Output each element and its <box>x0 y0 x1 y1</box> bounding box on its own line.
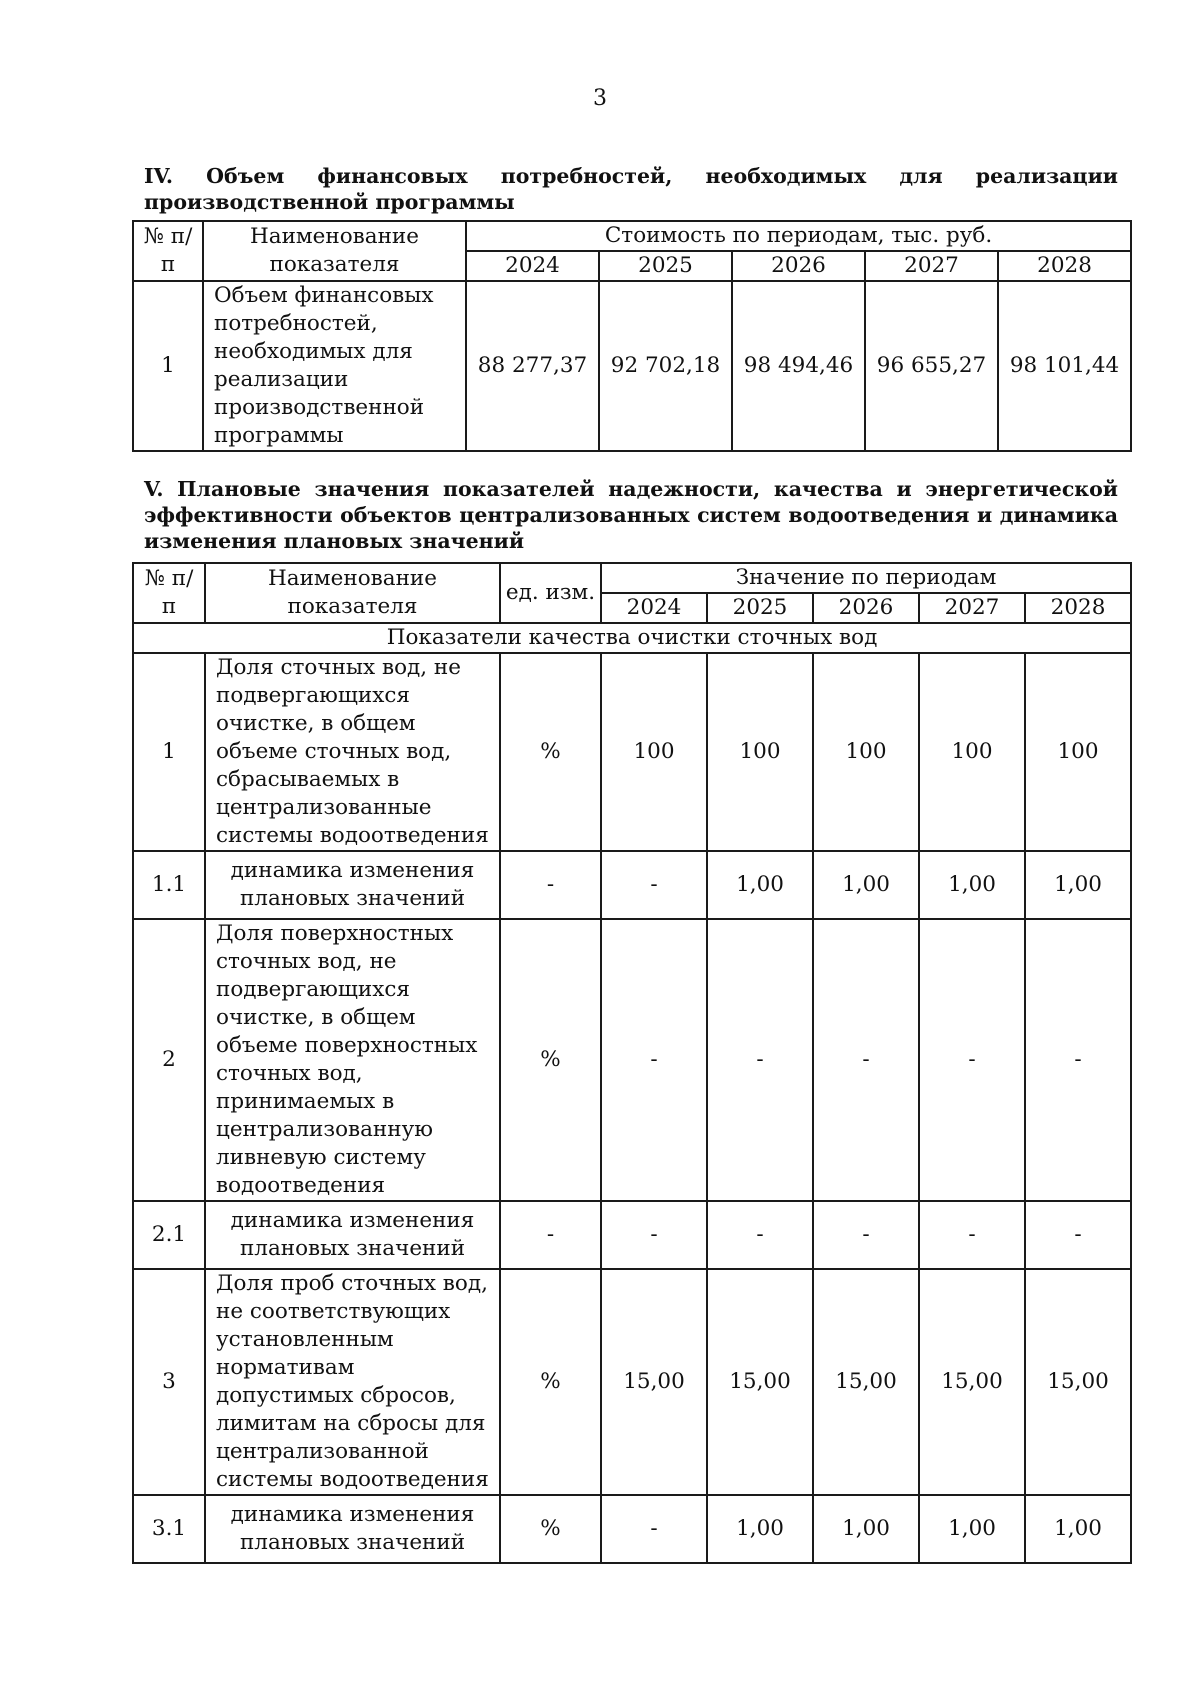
row-name: динамика изменения плановых значений <box>205 1495 500 1563</box>
row-num: 2 <box>133 919 205 1201</box>
row-name: Доля проб сточных вод, не соответствующих установленным нормативам допустимых сбросов, лимитам на сбросы для централизованной системы водоотведения <box>205 1269 500 1495</box>
row-value: 100 <box>919 653 1025 851</box>
row-value: - <box>1025 1201 1131 1269</box>
row-value: 1,00 <box>919 1495 1025 1563</box>
row-num: 2.1 <box>133 1201 205 1269</box>
header-year: 2024 <box>601 593 707 623</box>
row-name: Доля сточных вод, не подвергающихся очистке, в общем объеме сточных вод, сбрасываемых в централизованные системы водоотведения <box>205 653 500 851</box>
row-value: 1,00 <box>1025 1495 1131 1563</box>
row-value: - <box>813 1201 919 1269</box>
row-value: 15,00 <box>707 1269 813 1495</box>
row-value: - <box>601 1201 707 1269</box>
row-name: динамика изменения плановых значений <box>205 851 500 919</box>
section-4-title: IV. Объем финансовых потребностей, необходимых для реализации производственной программы <box>144 164 1118 214</box>
header-year: 2024 <box>466 251 599 281</box>
row-unit: % <box>500 1269 601 1495</box>
header-value: Значение по периодам <box>601 563 1131 593</box>
section-5-title: V. Плановые значения показателей надежности, качества и энергетической эффективности объектов централизованных систем водоотведения и динамика изменения плановых значений <box>144 477 1118 553</box>
row-value: 15,00 <box>601 1269 707 1495</box>
row-value: 98 101,44 <box>998 281 1131 451</box>
header-num: № п/п <box>133 563 205 623</box>
header-name: Наименование показателя <box>203 221 466 281</box>
header-num: № п/п <box>133 221 203 281</box>
row-value: 98 494,46 <box>732 281 865 451</box>
group-header: Показатели качества очистки сточных вод <box>133 623 1131 653</box>
row-value: - <box>1025 919 1131 1201</box>
row-value: 15,00 <box>919 1269 1025 1495</box>
row-unit: % <box>500 1495 601 1563</box>
table-row <box>133 1495 1131 1563</box>
table-row <box>133 1269 1131 1495</box>
row-value: - <box>707 919 813 1201</box>
row-value: - <box>707 1201 813 1269</box>
header-year: 2026 <box>732 251 865 281</box>
row-value: - <box>601 919 707 1201</box>
row-value: 15,00 <box>813 1269 919 1495</box>
header-year: 2025 <box>707 593 813 623</box>
row-unit: % <box>500 653 601 851</box>
row-unit: - <box>500 851 601 919</box>
financial-needs-table <box>132 220 1132 452</box>
row-num: 1 <box>133 281 203 451</box>
row-value: 1,00 <box>813 1495 919 1563</box>
row-unit: - <box>500 1201 601 1269</box>
row-value: 15,00 <box>1025 1269 1131 1495</box>
header-year: 2028 <box>1025 593 1131 623</box>
row-value: 1,00 <box>919 851 1025 919</box>
row-num: 3.1 <box>133 1495 205 1563</box>
row-value: 100 <box>601 653 707 851</box>
table-row <box>133 281 1131 451</box>
indicators-table <box>132 562 1132 1564</box>
table-row <box>133 653 1131 851</box>
row-value: 96 655,27 <box>865 281 998 451</box>
row-unit: % <box>500 919 601 1201</box>
row-value: 1,00 <box>1025 851 1131 919</box>
row-name: динамика изменения плановых значений <box>205 1201 500 1269</box>
row-value: 92 702,18 <box>599 281 732 451</box>
row-num: 1.1 <box>133 851 205 919</box>
row-name: Объем финансовых потребностей, необходимых для реализации производственной программы <box>203 281 466 451</box>
row-name: Доля поверхностных сточных вод, не подвергающихся очистке, в общем объеме поверхностных сточных вод, принимаемых в централизованную ливневую систему водоотведения <box>205 919 500 1201</box>
row-num: 3 <box>133 1269 205 1495</box>
header-cost: Стоимость по периодам, тыс. руб. <box>466 221 1131 251</box>
table-row <box>133 1201 1131 1269</box>
row-value: 100 <box>813 653 919 851</box>
header-year: 2026 <box>813 593 919 623</box>
row-value: - <box>919 919 1025 1201</box>
row-value: - <box>601 851 707 919</box>
row-num: 1 <box>133 653 205 851</box>
row-value: 100 <box>1025 653 1131 851</box>
header-name: Наименование показателя <box>205 563 500 623</box>
table-row <box>133 919 1131 1201</box>
row-value: 100 <box>707 653 813 851</box>
page-number: 3 <box>593 86 607 111</box>
header-year: 2025 <box>599 251 732 281</box>
row-value: 1,00 <box>707 851 813 919</box>
row-value: - <box>919 1201 1025 1269</box>
row-value: - <box>601 1495 707 1563</box>
row-value: 88 277,37 <box>466 281 599 451</box>
header-year: 2027 <box>865 251 998 281</box>
header-year: 2027 <box>919 593 1025 623</box>
table-row <box>133 851 1131 919</box>
row-value: 1,00 <box>813 851 919 919</box>
row-value: 1,00 <box>707 1495 813 1563</box>
header-unit: ед. изм. <box>500 563 601 623</box>
row-value: - <box>813 919 919 1201</box>
header-year: 2028 <box>998 251 1131 281</box>
